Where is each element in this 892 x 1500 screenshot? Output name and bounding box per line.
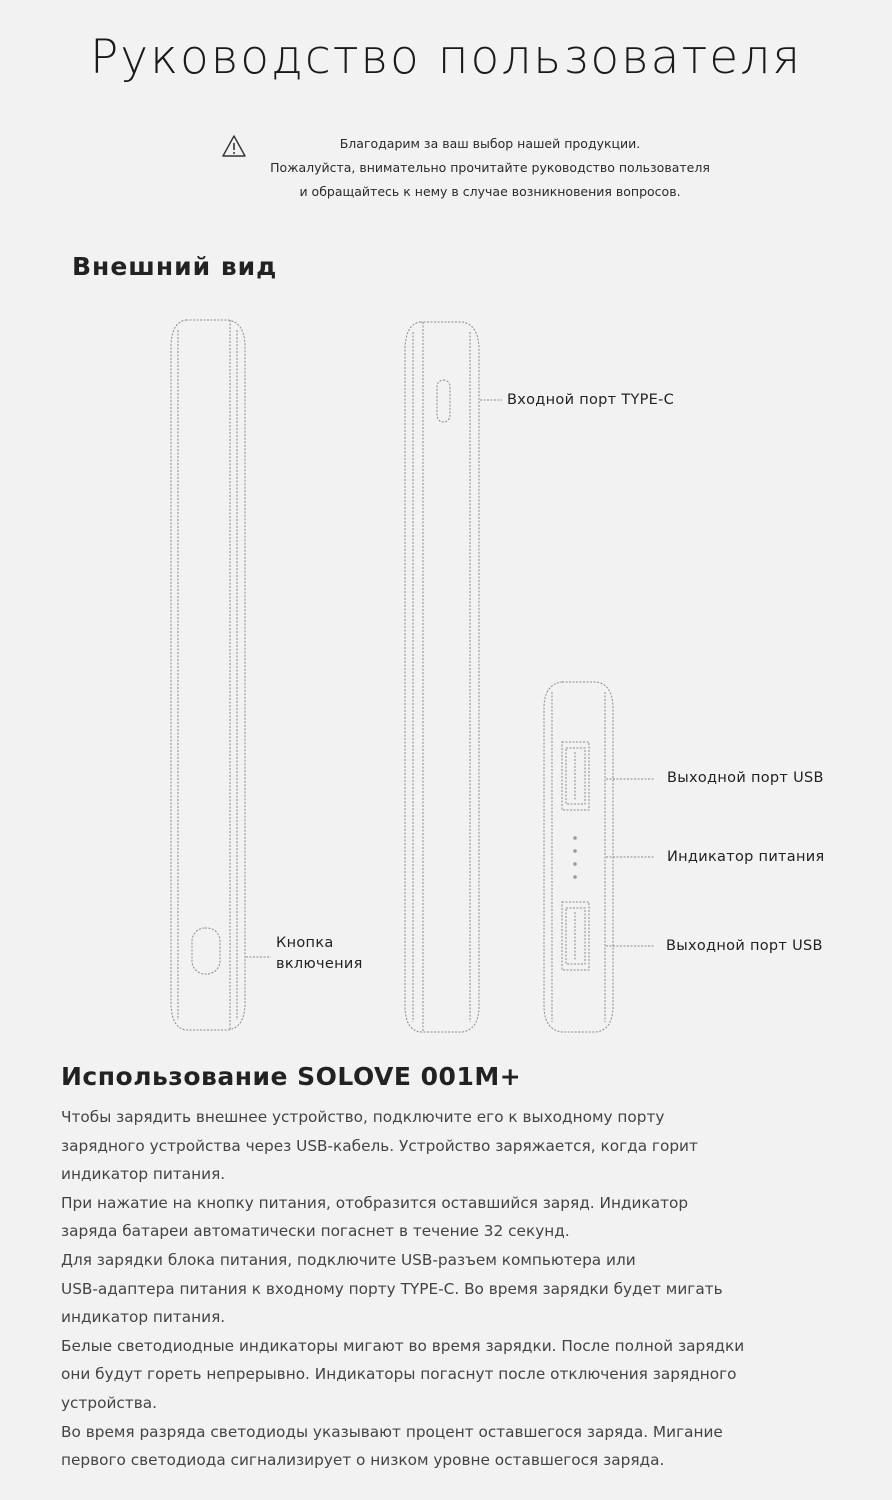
power-button-label: [276, 933, 363, 975]
usage-line: первого светодиода сигнализирует о низком уровне оставшегося заряда.: [61, 1451, 665, 1470]
usage-line: При нажатие на кнопку питания, отобразится оставшийся заряд. Индикатор: [61, 1193, 689, 1212]
usage-text: [61, 1103, 861, 1475]
side-view-middle: [405, 322, 479, 1032]
intro-line: Пожалуйста, внимательно прочитайте руководство пользователя: [270, 160, 710, 175]
power-button-label-line: Кнопка: [276, 935, 334, 951]
usage-line: заряда батареи автоматически погаснет в течение 32 секунд.: [61, 1222, 570, 1241]
output-port-label-2: Выходной порт USB: [666, 938, 823, 954]
usage-line: они будут гореть непрерывно. Индикаторы погаснут после отключения зарядного: [61, 1365, 737, 1384]
usage-line: Белые светодиодные индикаторы мигают во время зарядки. После полной зарядки: [61, 1336, 745, 1355]
end-view: [544, 682, 613, 1032]
usb-port-top-shape: [562, 742, 589, 810]
intro-line: Благодарим за ваш выбор нашей продукции.: [339, 136, 641, 151]
input-port-label: Входной порт TYPE-C: [507, 392, 675, 408]
usage-line: индикатор питания.: [61, 1165, 226, 1184]
usage-line: индикатор питания.: [61, 1308, 226, 1327]
page-title: Руководство пользователя: [89, 30, 803, 85]
usage-line: Во время разряда светодиоды указывают процент оставшегося заряда. Мигание: [61, 1422, 723, 1441]
type-c-port-shape: [437, 380, 450, 422]
intro-line: и обращайтесь к нему в случае возникновения вопросов.: [299, 184, 681, 199]
usage-line: зарядного устройства через USB-кабель. Устройство заряжается, когда горит: [61, 1136, 698, 1155]
usage-line: Для зарядки блока питания, подключите USB-разъем компьютера или: [61, 1250, 636, 1269]
appearance-heading: Внешний вид: [72, 252, 278, 281]
power-button-shape: [192, 928, 220, 974]
usage-line: Чтобы зарядить внешнее устройство, подключите его к выходному порту: [61, 1108, 665, 1126]
usage-heading: Использование SOLOVE 001M+: [61, 1062, 522, 1091]
output-port-label-1: Выходной порт USB: [667, 770, 824, 786]
power-button-label-line: включения: [276, 956, 363, 972]
power-indicator-label: Индикатор питания: [667, 849, 825, 865]
usage-line: устройства.: [61, 1393, 157, 1412]
side-view-left: [171, 320, 245, 1030]
usb-port-bottom-shape: [562, 902, 589, 970]
usage-line: USB-адаптера питания к входному порту TYPE-C. Во время зарядки будет мигать: [61, 1279, 723, 1298]
led-indicators: [573, 836, 577, 879]
